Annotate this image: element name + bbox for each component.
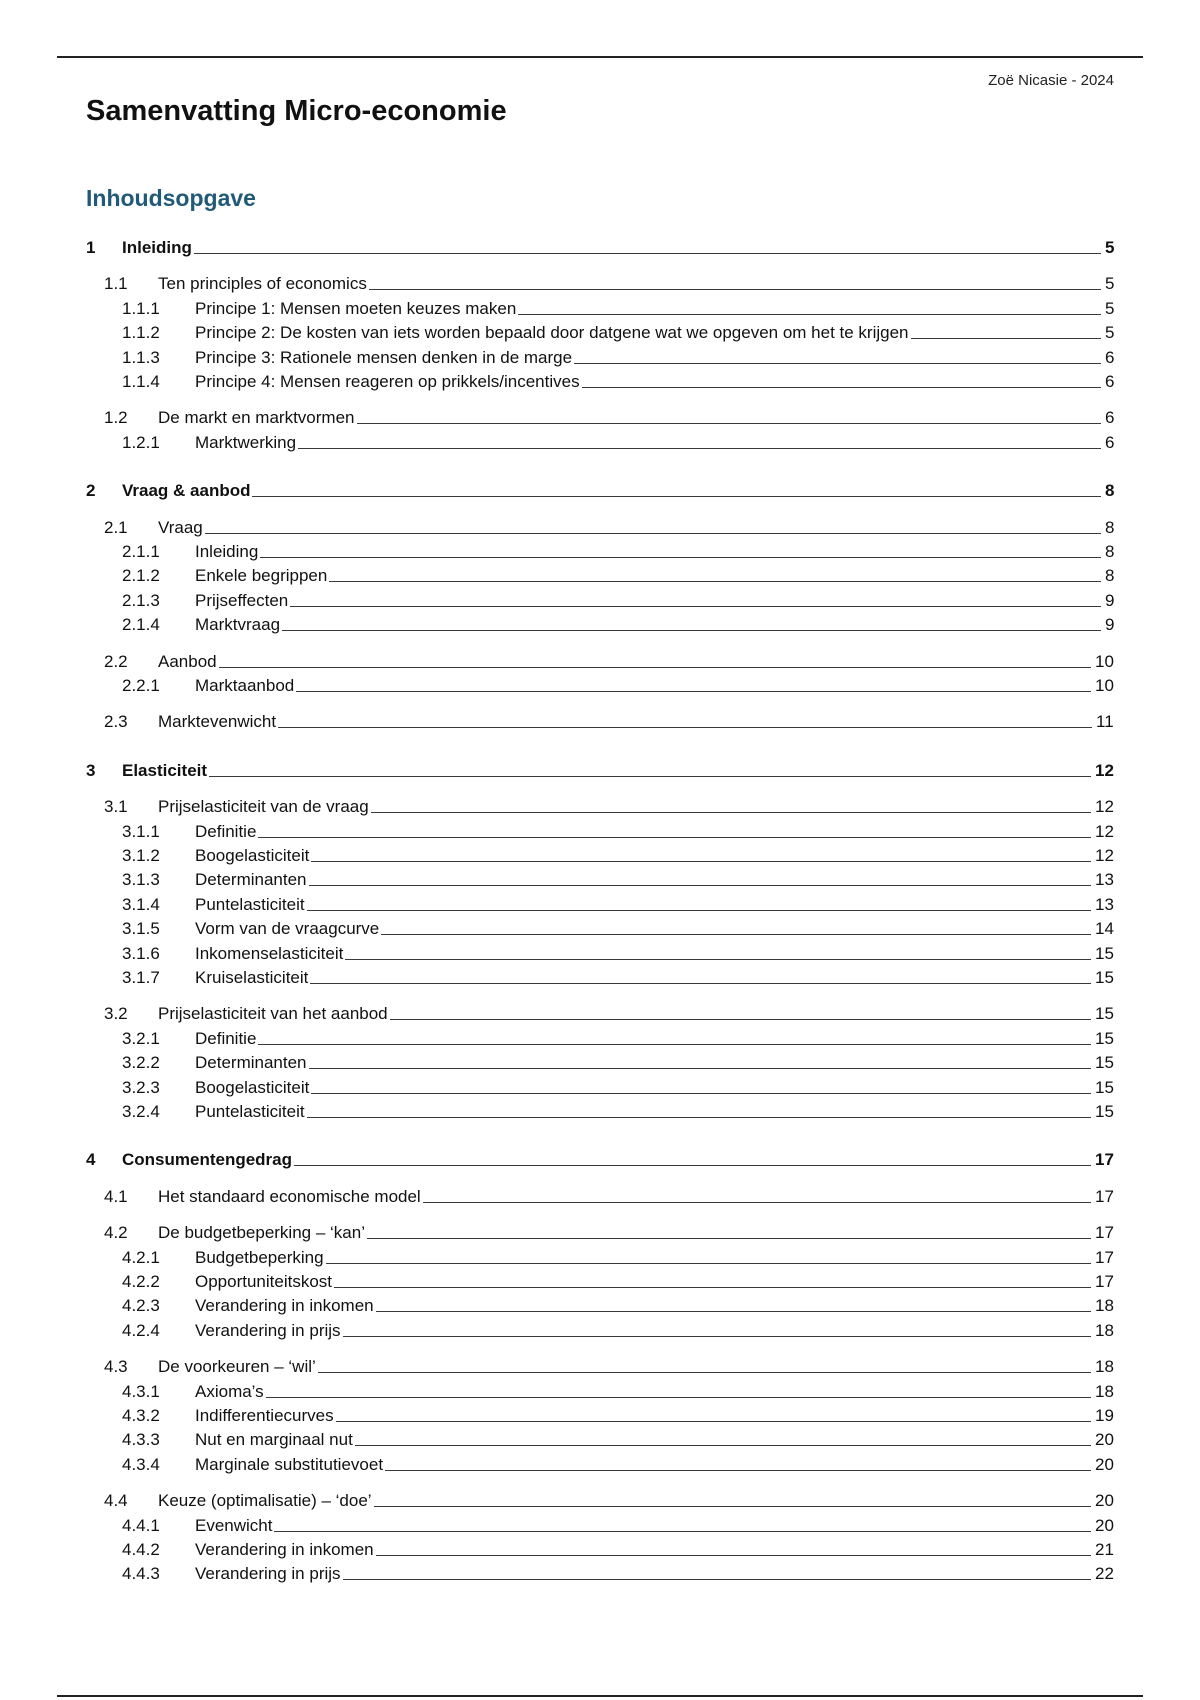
toc-leader-line xyxy=(582,387,1101,388)
toc-entry-page: 18 xyxy=(1095,1320,1114,1340)
toc-entry-page: 13 xyxy=(1095,894,1114,914)
toc-entry[interactable] xyxy=(0,760,1200,782)
toc-entry-page: 8 xyxy=(1105,517,1115,537)
toc-leader-line xyxy=(296,691,1091,692)
toc-leader-line xyxy=(343,1579,1091,1580)
toc-entry-title: Budgetbeperking xyxy=(195,1247,324,1267)
toc-entry-title: Axioma’s xyxy=(195,1381,264,1401)
toc-leader-line xyxy=(385,1470,1091,1471)
toc-entry[interactable] xyxy=(0,1271,1200,1293)
toc-entry[interactable] xyxy=(0,675,1200,697)
toc-entry-title: Opportuniteitskost xyxy=(195,1272,333,1291)
toc-entry[interactable] xyxy=(0,1052,1200,1074)
toc-leader-line xyxy=(376,1311,1091,1312)
toc-entry[interactable] xyxy=(0,273,1200,295)
toc-leader-line xyxy=(369,289,1101,290)
toc-leader-line xyxy=(307,910,1091,911)
toc-entry-page: 12 xyxy=(1095,797,1114,817)
toc-entry[interactable] xyxy=(0,1490,1200,1512)
toc-entry-title: Definitie xyxy=(195,1028,257,1048)
toc-entry-number: 3.1.3 xyxy=(122,870,160,890)
toc-entry[interactable] xyxy=(0,1515,1200,1537)
toc-entry-page: 15 xyxy=(1095,1028,1114,1048)
toc-entry-number: 2.1.3 xyxy=(122,590,160,610)
toc-entry[interactable] xyxy=(0,918,1200,940)
toc-heading: Inhoudsopgave xyxy=(86,185,256,211)
toc-entry-title: Boogelasticiteit xyxy=(195,846,310,865)
toc-entry-title: Verandering in inkomen xyxy=(195,1296,374,1316)
toc-entry-page: 15 xyxy=(1095,943,1114,963)
toc-entry-page: 19 xyxy=(1095,1406,1114,1425)
toc-leader-line xyxy=(294,1165,1091,1166)
toc-entry-title: Indifferentiecurves xyxy=(195,1406,334,1425)
toc-entry-page: 17 xyxy=(1095,1186,1114,1206)
toc-leader-line xyxy=(209,776,1091,777)
toc-entry-title: Verandering in prijs xyxy=(195,1564,341,1584)
toc-entry-title: Verandering in inkomen xyxy=(195,1540,374,1559)
toc-entry-number: 1.1.2 xyxy=(122,323,160,343)
toc-leader-line xyxy=(309,1068,1091,1069)
toc-entry-title: Verandering in prijs xyxy=(195,1320,341,1340)
toc-entry-title: Marktevenwicht xyxy=(158,712,277,732)
toc-entry-number: 4.2.3 xyxy=(122,1296,160,1316)
toc-entry-number: 3.2 xyxy=(104,1004,128,1024)
toc-entry-page: 17 xyxy=(1095,1223,1114,1243)
toc-entry[interactable] xyxy=(0,1247,1200,1269)
toc-entry[interactable] xyxy=(0,967,1200,989)
toc-entry[interactable] xyxy=(0,1429,1200,1451)
toc-entry[interactable] xyxy=(0,821,1200,843)
toc-entry-title: Kruiselasticiteit xyxy=(195,968,309,987)
toc-entry-page: 18 xyxy=(1095,1357,1114,1377)
toc-entry-title: De markt en marktvormen xyxy=(158,408,355,428)
toc-entry-number: 1.1.4 xyxy=(122,372,160,391)
toc-entry[interactable] xyxy=(0,651,1200,673)
toc-entry-title: Vraag xyxy=(158,517,203,537)
toc-leader-line xyxy=(310,983,1091,984)
toc-entry-number: 4.2.4 xyxy=(122,1320,160,1340)
toc-leader-line xyxy=(574,363,1101,364)
toc-entry-number: 4.1 xyxy=(104,1186,128,1206)
toc-entry-page: 8 xyxy=(1105,481,1115,501)
toc-entry-number: 3.1.1 xyxy=(122,821,160,841)
toc-entry-page: 13 xyxy=(1095,870,1114,890)
toc-entry-title: Determinanten xyxy=(195,1053,307,1073)
toc-leader-line xyxy=(290,606,1101,607)
toc-entry-title: De voorkeuren – ‘wil’ xyxy=(158,1357,316,1377)
toc-entry[interactable] xyxy=(0,1028,1200,1050)
toc-entry[interactable] xyxy=(0,1186,1200,1208)
toc-entry-page: 14 xyxy=(1095,919,1114,939)
toc-entry-page: 18 xyxy=(1095,1381,1114,1401)
toc-entry-number: 4.2 xyxy=(104,1223,128,1243)
toc-entry[interactable] xyxy=(0,1149,1200,1171)
toc-leader-line xyxy=(266,1397,1091,1398)
toc-entry-number: 1.2 xyxy=(104,408,128,428)
toc-entry-number: 1.1 xyxy=(104,274,128,294)
toc-entry[interactable] xyxy=(0,1222,1200,1244)
toc-entry-title: Marginale substitutievoet xyxy=(195,1454,384,1474)
toc-entry[interactable] xyxy=(0,869,1200,891)
toc-entry-title: Inleiding xyxy=(195,542,259,561)
toc-entry[interactable] xyxy=(0,711,1200,733)
toc-entry-number: 4.4.3 xyxy=(122,1564,160,1584)
toc-entry-page: 17 xyxy=(1095,1150,1114,1170)
toc-entry-page: 8 xyxy=(1105,542,1115,561)
toc-entry-title: Het standaard economische model xyxy=(158,1186,421,1206)
toc-entry-page: 17 xyxy=(1095,1272,1114,1291)
toc-entry[interactable] xyxy=(0,432,1200,454)
toc-entry-number: 3.1.4 xyxy=(122,894,160,914)
toc-entry[interactable] xyxy=(0,1101,1200,1123)
toc-entry[interactable] xyxy=(0,541,1200,563)
toc-leader-line xyxy=(334,1287,1091,1288)
toc-entry-title: Boogelasticiteit xyxy=(195,1077,310,1097)
toc-entry-title: Prijseffecten xyxy=(195,590,289,610)
toc-entry[interactable] xyxy=(0,1381,1200,1403)
toc-entry-title: Nut en marginaal nut xyxy=(195,1430,353,1450)
toc-entry-number: 3.1.5 xyxy=(122,919,160,939)
toc-entry-page: 10 xyxy=(1095,676,1114,695)
toc-entry-number: 3 xyxy=(86,760,96,780)
toc-entry-title: Consumentengedrag xyxy=(122,1150,293,1170)
toc-entry-number: 4.2.1 xyxy=(122,1247,160,1267)
toc-entry-title: Principe 4: Mensen reageren op prikkels/incentives xyxy=(195,372,580,391)
toc-entry-number: 4.4.2 xyxy=(122,1540,160,1559)
toc-entry-title: Puntelasticiteit xyxy=(195,1102,305,1121)
toc-entry-title: Inleiding xyxy=(122,238,192,257)
toc-entry-title: Inkomenselasticiteit xyxy=(195,943,344,963)
toc-entry-number: 4.3.2 xyxy=(122,1406,160,1425)
toc-leader-line xyxy=(252,496,1101,497)
toc-leader-line xyxy=(260,557,1101,558)
toc-leader-line xyxy=(343,1336,1091,1337)
toc-entry-page: 5 xyxy=(1105,323,1115,343)
toc-entry[interactable] xyxy=(0,1405,1200,1427)
toc-entry[interactable] xyxy=(0,1539,1200,1561)
toc-entry[interactable] xyxy=(0,845,1200,867)
toc-leader-line xyxy=(278,727,1092,728)
toc-entry-page: 12 xyxy=(1095,821,1114,841)
toc-entry[interactable] xyxy=(0,565,1200,587)
toc-entry-number: 4.2.2 xyxy=(122,1272,160,1291)
toc-entry-title: Marktaanbod xyxy=(195,676,295,695)
toc-leader-line xyxy=(311,861,1091,862)
toc-entry[interactable] xyxy=(0,894,1200,916)
toc-leader-line xyxy=(258,1044,1091,1045)
toc-entry[interactable] xyxy=(0,407,1200,429)
toc-entry-number: 4 xyxy=(86,1150,96,1170)
toc-entry-page: 18 xyxy=(1095,1296,1114,1316)
toc-entry-number: 3.2.2 xyxy=(122,1053,160,1073)
toc-entry-title: Marktvraag xyxy=(195,615,281,635)
toc-entry-page: 20 xyxy=(1095,1430,1114,1450)
toc-leader-line xyxy=(298,448,1101,449)
toc-entry-page: 15 xyxy=(1095,1102,1114,1121)
toc-entry-title: Evenwicht xyxy=(195,1515,273,1535)
toc-entry[interactable] xyxy=(0,1454,1200,1476)
toc-entry-page: 5 xyxy=(1105,274,1115,294)
toc-entry-page: 21 xyxy=(1095,1540,1114,1559)
toc-entry-page: 22 xyxy=(1095,1564,1114,1584)
toc-entry[interactable] xyxy=(0,322,1200,344)
toc-entry-title: Puntelasticiteit xyxy=(195,894,305,914)
toc-entry-title: Elasticiteit xyxy=(122,760,208,780)
toc-entry-title: Vraag & aanbod xyxy=(122,481,251,501)
toc-entry[interactable] xyxy=(0,590,1200,612)
toc-entry-title: Keuze (optimalisatie) – ‘doe’ xyxy=(158,1491,372,1511)
toc-entry-title: Determinanten xyxy=(195,870,307,890)
author-label: Zoë Nicasie - 2024 xyxy=(988,72,1114,89)
toc-entry-number: 2.1.1 xyxy=(122,542,160,561)
toc-leader-line xyxy=(374,1506,1091,1507)
toc-entry[interactable] xyxy=(0,1356,1200,1378)
toc-entry-number: 3.2.4 xyxy=(122,1102,160,1121)
toc-entry-title: Prijselasticiteit van het aanbod xyxy=(158,1004,388,1024)
toc-entry[interactable] xyxy=(0,1320,1200,1342)
toc-entry-title: Definitie xyxy=(195,821,257,841)
toc-leader-line xyxy=(518,314,1101,315)
toc-entry-number: 4.3.4 xyxy=(122,1454,160,1474)
toc-entry-number: 3.1.2 xyxy=(122,846,160,865)
toc-leader-line xyxy=(307,1117,1091,1118)
toc-entry-title: Principe 2: De kosten van iets worden bepaald door datgene wat we opgeven om het te krijgen xyxy=(195,323,909,343)
toc-entry[interactable] xyxy=(0,1003,1200,1025)
toc-entry[interactable] xyxy=(0,480,1200,502)
toc-entry-page: 9 xyxy=(1105,590,1115,610)
toc-entry-title: De budgetbeperking – ‘kan’ xyxy=(158,1223,365,1243)
toc-leader-line xyxy=(318,1372,1091,1373)
toc-entry-number: 2.2 xyxy=(104,651,128,671)
toc-entry-number: 2.2.1 xyxy=(122,676,160,695)
toc-entry[interactable] xyxy=(0,517,1200,539)
toc-leader-line xyxy=(194,253,1101,254)
toc-entry-number: 3.2.1 xyxy=(122,1028,160,1048)
toc-leader-line xyxy=(390,1019,1091,1020)
toc-entry-number: 2.1.4 xyxy=(122,615,160,635)
toc-entry-page: 10 xyxy=(1095,651,1114,671)
toc-entry-title: Principe 1: Mensen moeten keuzes maken xyxy=(195,298,517,318)
toc-entry-page: 15 xyxy=(1095,1077,1114,1097)
toc-entry-title: Principe 3: Rationele mensen denken in de marge xyxy=(195,347,573,367)
toc-entry-number: 2.1.2 xyxy=(122,566,160,586)
toc-leader-line xyxy=(381,934,1091,935)
toc-entry-number: 2.3 xyxy=(104,712,128,732)
toc-entry-page: 20 xyxy=(1095,1491,1114,1511)
document-title: Samenvatting Micro-economie xyxy=(86,95,507,127)
toc-entry-page: 12 xyxy=(1095,760,1114,780)
toc-entry-page: 6 xyxy=(1105,432,1115,452)
toc-entry-page: 15 xyxy=(1095,1053,1114,1073)
toc-leader-line xyxy=(367,1238,1091,1239)
toc-entry[interactable] xyxy=(0,1295,1200,1317)
toc-entry-number: 3.1.7 xyxy=(122,968,160,987)
toc-entry-page: 6 xyxy=(1105,408,1115,428)
toc-leader-line xyxy=(274,1531,1091,1532)
toc-entry-number: 2.1 xyxy=(104,517,128,537)
toc-leader-line xyxy=(258,837,1091,838)
toc-entry-title: Vorm van de vraagcurve xyxy=(195,919,380,939)
toc-entry-page: 11 xyxy=(1096,712,1114,732)
toc-entry[interactable] xyxy=(0,796,1200,818)
toc-leader-line xyxy=(357,423,1101,424)
toc-entry-title: Ten principles of economics xyxy=(158,274,367,294)
toc-entry[interactable] xyxy=(0,943,1200,965)
toc-entry-page: 6 xyxy=(1105,347,1115,367)
toc-entry-page: 5 xyxy=(1105,298,1115,318)
toc-entry-page: 6 xyxy=(1105,372,1115,391)
toc-entry-page: 20 xyxy=(1095,1515,1114,1535)
toc-entry[interactable] xyxy=(0,1563,1200,1585)
toc-leader-line xyxy=(355,1445,1091,1446)
toc-leader-line xyxy=(376,1555,1091,1556)
toc-entry[interactable] xyxy=(0,298,1200,320)
toc-entry-number: 1 xyxy=(86,238,96,257)
toc-entry-title: Prijselasticiteit van de vraag xyxy=(158,797,369,817)
toc-entry[interactable] xyxy=(0,237,1200,259)
toc-leader-line xyxy=(311,1093,1091,1094)
toc-leader-line xyxy=(336,1421,1091,1422)
toc-entry-number: 4.3.3 xyxy=(122,1430,160,1450)
toc-entry[interactable] xyxy=(0,614,1200,636)
toc-entry-title: Aanbod xyxy=(158,651,217,671)
toc-entry-page: 20 xyxy=(1095,1454,1114,1474)
toc-leader-line xyxy=(309,885,1091,886)
toc-entry-number: 1.1.3 xyxy=(122,347,160,367)
toc-entry-page: 15 xyxy=(1095,1004,1114,1024)
toc-entry-page: 17 xyxy=(1095,1247,1114,1267)
toc-entry-number: 3.1.6 xyxy=(122,943,160,963)
toc-leader-line xyxy=(345,959,1091,960)
footer-rule xyxy=(57,1695,1143,1697)
toc-leader-line xyxy=(282,630,1101,631)
toc-entry-number: 3.2.3 xyxy=(122,1077,160,1097)
toc-entry-number: 4.4 xyxy=(104,1491,128,1511)
toc-entry-page: 5 xyxy=(1105,238,1115,257)
toc-leader-line xyxy=(911,338,1101,339)
toc-leader-line xyxy=(219,667,1091,668)
toc-entry-number: 1.1.1 xyxy=(122,298,160,318)
toc-entry-number: 4.3.1 xyxy=(122,1381,160,1401)
toc-leader-line xyxy=(423,1202,1091,1203)
toc-leader-line xyxy=(329,581,1101,582)
toc-entry[interactable] xyxy=(0,347,1200,369)
toc-entry-title: Marktwerking xyxy=(195,432,297,452)
toc-entry-number: 3.1 xyxy=(104,797,128,817)
toc-entry-number: 4.4.1 xyxy=(122,1515,160,1535)
toc-entry[interactable] xyxy=(0,1077,1200,1099)
toc-entry-number: 4.3 xyxy=(104,1357,128,1377)
toc-leader-line xyxy=(326,1263,1091,1264)
toc-entry-page: 8 xyxy=(1105,566,1115,586)
toc-leader-line xyxy=(371,812,1091,813)
toc-entry-page: 9 xyxy=(1105,615,1115,635)
toc-entry-title: Enkele begrippen xyxy=(195,566,328,586)
toc-entry[interactable] xyxy=(0,371,1200,393)
toc-entry-page: 12 xyxy=(1095,846,1114,865)
toc-leader-line xyxy=(205,533,1101,534)
toc-entry-number: 2 xyxy=(86,481,96,501)
toc-entry-number: 1.2.1 xyxy=(122,432,160,452)
toc-entry-page: 15 xyxy=(1095,968,1114,987)
